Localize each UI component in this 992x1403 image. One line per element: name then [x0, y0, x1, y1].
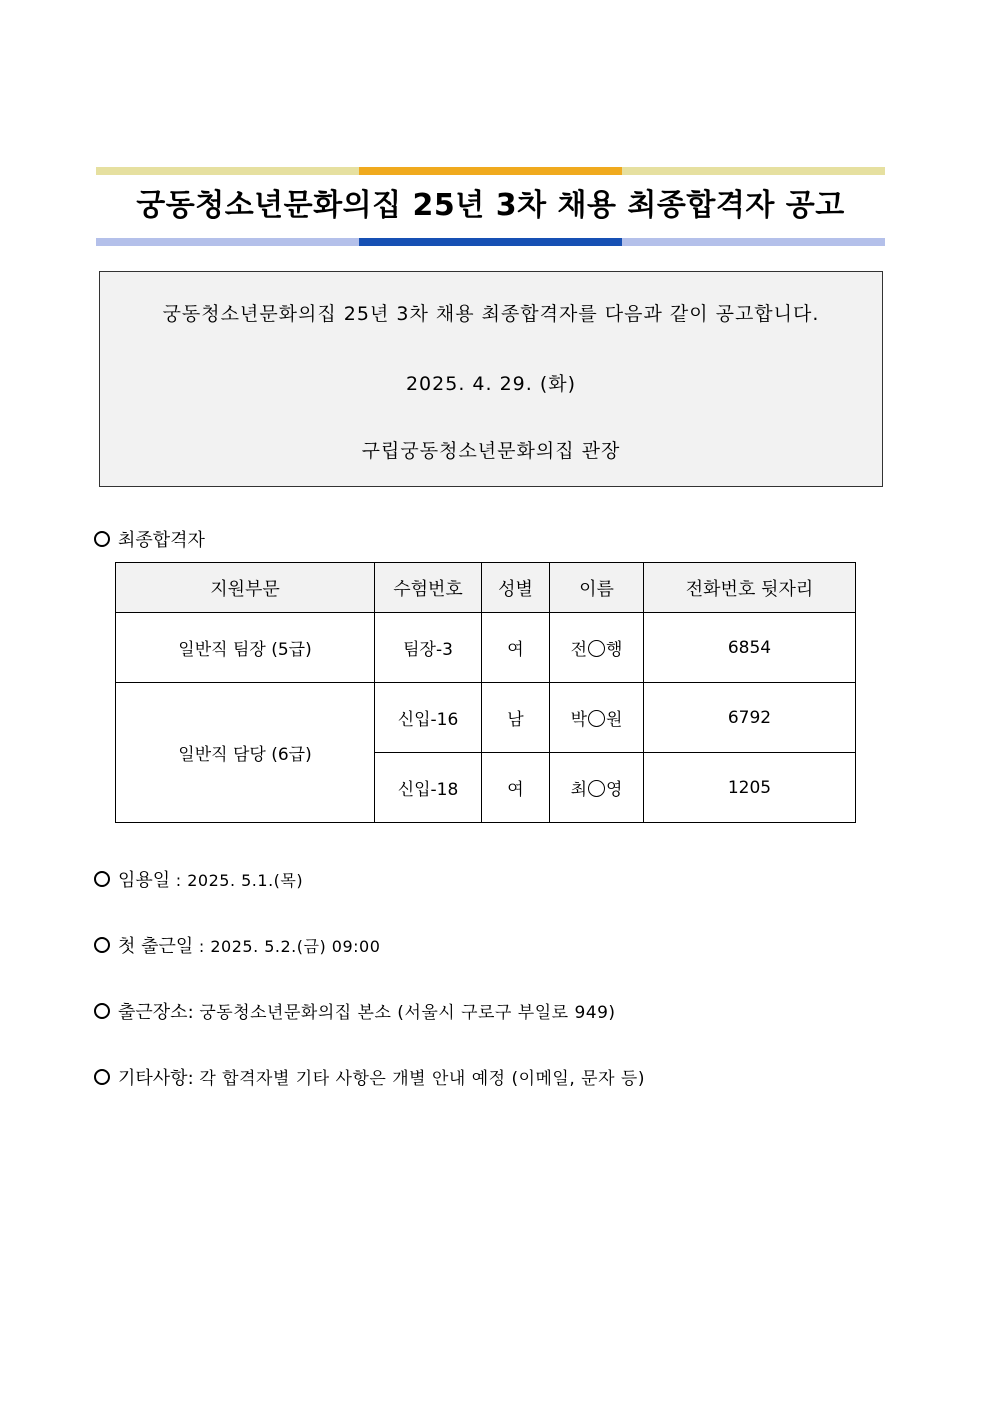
cell-name: 박 원: [550, 683, 644, 753]
cell-gender: 남: [482, 683, 550, 753]
info-work-location: 출근장소: 궁동청소년문화의집 본소 (서울시 구로구 부일로 949): [94, 998, 616, 1024]
notice-date: 2025. 4. 29. (화): [405, 373, 577, 395]
header-name: 이름: [550, 563, 644, 613]
table-row: [116, 683, 856, 753]
circle-bullet-icon: [94, 1003, 110, 1019]
cell-department: 일반직 담당 (6급): [116, 683, 375, 823]
title-bottom-bar-left: [96, 238, 359, 246]
cell-phone: 6792: [644, 683, 856, 753]
masked-char-icon: [588, 780, 605, 797]
cell-department: 일반직 팀장 (5급): [116, 613, 375, 683]
title-top-bar-accent: [359, 167, 622, 175]
cell-gender: 여: [482, 753, 550, 823]
info-start-date: 임용일 : 2025. 5.1.(목): [94, 866, 303, 892]
table-header-row: [116, 563, 856, 613]
cell-gender: 여: [482, 613, 550, 683]
circle-bullet-icon: [94, 531, 110, 547]
cell-phone: 1205: [644, 753, 856, 823]
notice-box: [99, 271, 883, 487]
table-row: [116, 613, 856, 683]
masked-char-icon: [588, 710, 605, 727]
page-title: 궁동청소년문화의집 25년 3차 채용 최종합격자 공고: [136, 188, 845, 223]
masked-char-icon: [588, 640, 605, 657]
circle-bullet-icon: [94, 1069, 110, 1085]
notice-text: 궁동청소년문화의집 25년 3차 채용 최종합격자를 다음과 같이 공고합니다.: [162, 303, 820, 325]
header-gender: 성별: [482, 563, 550, 613]
title-bottom-bar-right: [622, 238, 885, 246]
title-bottom-bar-accent: [359, 238, 622, 246]
circle-bullet-icon: [94, 871, 110, 887]
circle-bullet-icon: [94, 937, 110, 953]
info-other-notes: 기타사항: 각 합격자별 기타 사항은 개별 안내 예정 (이메일, 문자 등): [94, 1064, 645, 1090]
title-top-bar-left: [96, 167, 359, 175]
info-first-workday: 첫 출근일 : 2025. 5.2.(금) 09:00: [94, 932, 380, 958]
title-top-bar-right: [622, 167, 885, 175]
results-table: [115, 562, 856, 823]
cell-exam-number: 신입-18: [375, 753, 482, 823]
results-section-label: 최종합격자: [94, 526, 205, 552]
header-exam-number: 수험번호: [375, 563, 482, 613]
header-phone: 전화번호 뒷자리: [644, 563, 856, 613]
cell-name: 최 영: [550, 753, 644, 823]
cell-exam-number: 신입-16: [375, 683, 482, 753]
notice-signer: 구립궁동청소년문화의집 관장: [361, 440, 621, 462]
header-department: 지원부문: [116, 563, 375, 613]
cell-exam-number: 팀장-3: [375, 613, 482, 683]
cell-name: 전 행: [550, 613, 644, 683]
cell-phone: 6854: [644, 613, 856, 683]
